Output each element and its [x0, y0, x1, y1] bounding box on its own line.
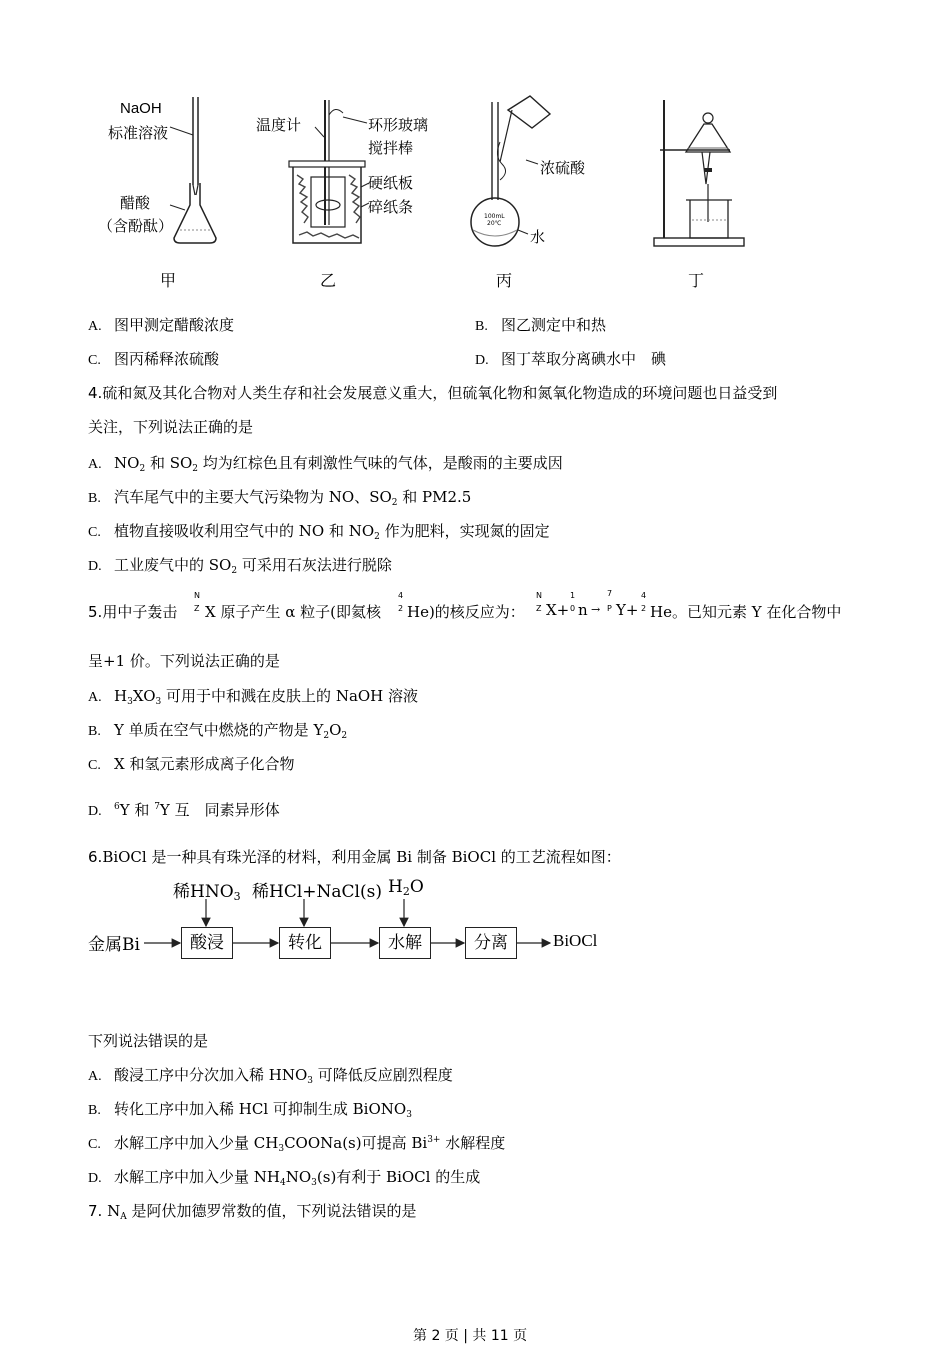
option-letter: C.	[88, 353, 101, 368]
option-text: 水解工序中加入少量 $CH_3COONa(s)$可提高 $Bi^{3+}$ 水解程度	[114, 1134, 506, 1154]
q4-stem-line2: 关注，下列说法正确的是	[88, 418, 254, 436]
flask-volume-text: 100mL	[484, 213, 505, 220]
flow-step-hydrolysis: 水解	[379, 927, 431, 959]
q5-option-b[interactable]	[88, 719, 347, 740]
q4-option-c[interactable]	[88, 520, 550, 541]
q5-option-a[interactable]	[88, 685, 418, 706]
option-letter: A.	[88, 457, 102, 472]
q4-stem-text: 硫和氮及其化合物对人类生存和社会发展意义重大，但硫氧化物和氮氧化物造成的环境问题也日益受到	[102, 384, 778, 402]
he-atomic: 2	[641, 604, 647, 613]
figure-label-jia: 甲	[160, 271, 177, 290]
option-text: $^6$Y 和 $^7$Y 互 同素异形体	[114, 801, 280, 819]
q3-option-c[interactable]	[88, 348, 219, 369]
q4-option-a[interactable]	[88, 452, 563, 473]
q4-option-b[interactable]	[88, 486, 471, 507]
reagent-hno3: 稀$HNO_3$	[173, 882, 241, 903]
q6-option-c[interactable]	[88, 1132, 505, 1153]
jia-label-phenol: （含酚酞）	[98, 217, 174, 235]
q5-equation: n	[578, 601, 588, 619]
option-text: 图乙测定中和热	[501, 316, 607, 334]
option-text: 酸浸工序中分次加入稀 $HNO_3$ 可降低反应剧烈程度	[114, 1066, 453, 1086]
option-letter: A.	[88, 319, 102, 334]
q7-stem-text: 是阿伏加德罗常数的值，下列说法错误的是	[131, 1202, 417, 1220]
jia-label-standard: 标准溶液	[108, 124, 169, 142]
q3-option-b[interactable]	[475, 314, 606, 335]
neutron-mass: 1	[570, 591, 576, 600]
option-text: 转化工序中加入稀 HCl 可抑制生成 BiONO$_3$	[114, 1100, 412, 1120]
nuclide-mass-n: N	[194, 591, 200, 600]
jia-label-acetic: 醋酸	[120, 194, 151, 212]
q6-stem-text: BiOCl 是一种具有珠光泽的材料，利用金属 Bi 制备 BiOCl 的工艺流程如图：	[102, 848, 621, 866]
option-text: $NO_2$ 和 $SO_2$ 均为红棕色且有刺激性气味的气体，是酸雨的主要成因	[114, 454, 563, 474]
q6-option-a[interactable]	[88, 1064, 453, 1085]
option-letter: C.	[88, 1137, 101, 1152]
q6-stem	[88, 846, 621, 867]
separatory-funnel-icon	[650, 98, 750, 253]
q5-option-d[interactable]	[88, 799, 280, 820]
arrow-icon: →	[591, 603, 601, 616]
yi-label-scraps: 碎纸条	[368, 198, 414, 216]
q5-stem-line2: 呈+1 价。下列说法正确的是	[88, 652, 280, 670]
nuclide-atomic-z: Z	[194, 604, 200, 613]
reagent-hcl-nacl: 稀HCl+NaCl(s)	[252, 882, 382, 902]
flow-step-acid-leach: 酸浸	[181, 927, 233, 959]
q5-option-c[interactable]	[88, 753, 294, 774]
q6-option-d[interactable]	[88, 1166, 480, 1187]
q7-stem: 7. $N_A$ 是阿伏加德罗常数的值，下列说法错误的是	[88, 1202, 417, 1222]
question-number: 4.	[88, 384, 103, 402]
option-letter: B.	[475, 319, 488, 334]
flask-temp-text: 20℃	[487, 220, 502, 227]
question-number: 7.	[88, 1202, 103, 1220]
option-text: Y 单质在空气中燃烧的产物是 $Y_2O_2$	[114, 721, 348, 741]
flow-start: 金属Bi	[88, 935, 140, 955]
option-letter: A.	[88, 690, 102, 705]
option-text: 水解工序中加入少量 $NH_4NO_3(s)$有利于 BiOCl 的生成	[114, 1168, 481, 1188]
option-letter: B.	[88, 1103, 101, 1118]
q6-option-b[interactable]	[88, 1098, 412, 1119]
calorimeter-icon	[285, 95, 375, 255]
option-letter: C.	[88, 525, 101, 540]
option-letter: A.	[88, 1069, 102, 1084]
question-number: 6.	[88, 848, 103, 866]
y-mass: 7	[607, 589, 613, 598]
option-letter: B.	[88, 491, 101, 506]
he-mass: 4	[398, 591, 404, 600]
flow-end: BiOCl	[553, 931, 598, 950]
jia-label-naoh: NaOH	[120, 100, 162, 117]
option-text: 汽车尾气中的主要大气污染物为 NO、$SO_2$ 和 PM2.5	[114, 488, 472, 508]
y-atomic: P	[607, 604, 612, 613]
option-text: 图丙稀释浓硫酸	[114, 350, 220, 368]
figure-label-ding: 丁	[688, 271, 705, 290]
option-letter: D.	[475, 353, 489, 368]
option-text: $H_3XO_3$ 可用于中和溅在皮肤上的 NaOH 溶液	[114, 687, 419, 707]
question-number: 5.	[88, 603, 103, 621]
option-text: 图甲测定醋酸浓度	[114, 316, 235, 334]
option-text: X 和氢元素形成离子化合物	[114, 755, 295, 773]
bing-label-water: 水	[530, 228, 546, 246]
he-atomic: 2	[398, 604, 404, 613]
q5-equation: Y+	[616, 601, 639, 619]
page-footer: 第 2 页 | 共 11 页	[413, 1328, 528, 1344]
q4-option-d[interactable]	[88, 554, 392, 575]
option-letter: D.	[88, 804, 102, 819]
option-text: 植物直接吸收利用空气中的 NO 和 $NO_2$ 作为肥料，实现氮的固定	[114, 522, 550, 542]
yi-label-thermometer: 温度计	[256, 116, 302, 134]
he-mass: 4	[641, 591, 647, 600]
q5-stem-text: He)的核反应为：	[407, 603, 525, 621]
option-text: 图丁萃取分离碘水中 碘	[501, 350, 667, 368]
q3-option-d[interactable]	[475, 348, 666, 369]
nuclide-atomic-z: Z	[536, 604, 542, 613]
flow-step-convert: 转化	[279, 927, 331, 959]
flow-step-separate: 分离	[465, 927, 517, 959]
burette-flask-icon	[160, 95, 230, 255]
q5-stem-text: He。已知元素 Y 在化合物中	[650, 603, 842, 621]
option-letter: D.	[88, 559, 102, 574]
yi-label-board: 硬纸板	[368, 174, 414, 192]
q4-stem-line1	[88, 382, 777, 403]
volumetric-flask-icon	[470, 92, 560, 257]
option-letter: C.	[88, 758, 101, 773]
neutron-atomic: 0	[570, 604, 576, 613]
q5-stem-text: 5.用中子轰击	[88, 603, 178, 621]
nuclide-mass-n: N	[536, 591, 542, 600]
figure-label-bing: 丙	[496, 271, 513, 290]
q5-equation: X+	[546, 601, 570, 619]
option-text: 工业废气中的 $SO_2$ 可采用石灰法进行脱除	[114, 556, 392, 576]
yi-label-stirrer2: 搅拌棒	[368, 139, 414, 157]
figure-label-yi: 乙	[320, 271, 337, 290]
yi-label-stirrer: 环形玻璃	[368, 116, 429, 134]
option-letter: B.	[88, 724, 101, 739]
bing-label-acid: 浓硫酸	[540, 159, 586, 177]
option-letter: D.	[88, 1171, 102, 1186]
q5-stem-text: X 原子产生 α 粒子(即氦核	[205, 603, 381, 621]
q6-stem2: 下列说法错误的是	[88, 1032, 209, 1050]
q3-option-a[interactable]	[88, 314, 234, 335]
reagent-water: $H_2O$	[388, 877, 424, 898]
